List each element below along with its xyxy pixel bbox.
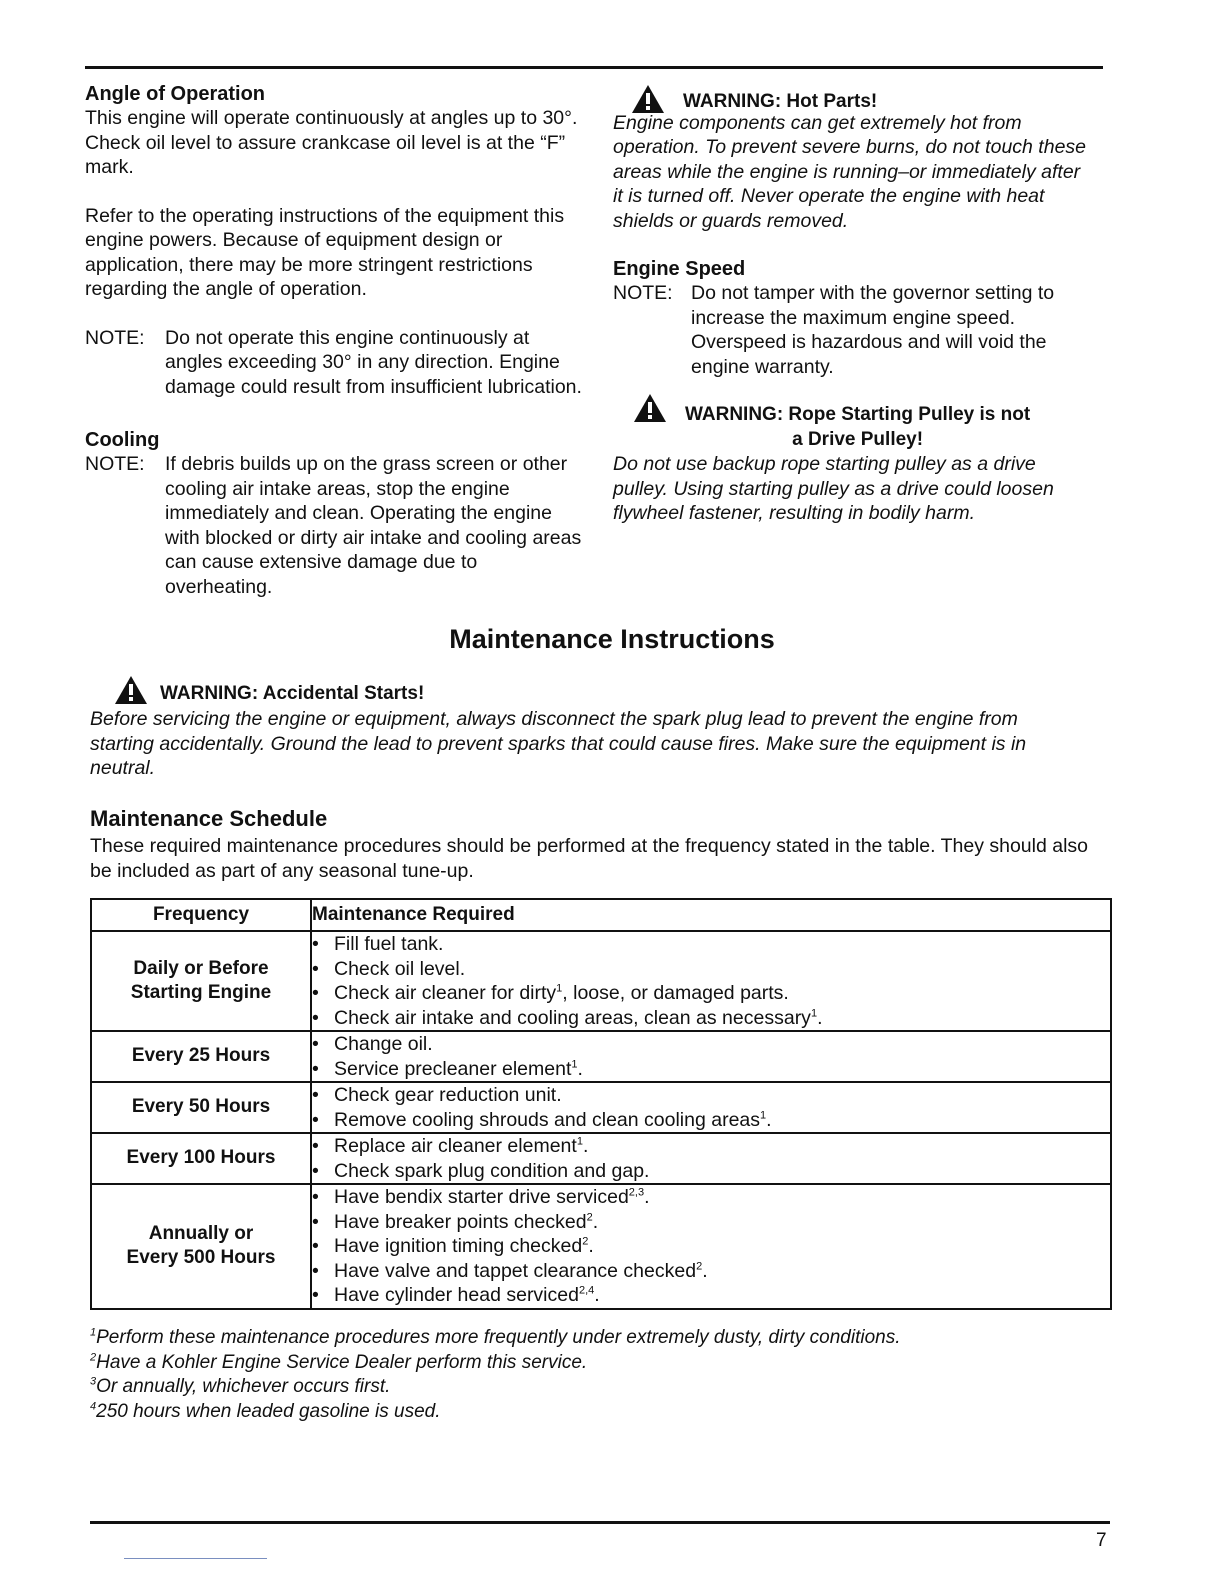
list-item-text bbox=[334, 1234, 594, 1259]
list-item-text bbox=[334, 981, 789, 1006]
bullet: • bbox=[312, 1084, 319, 1106]
frequency-cell bbox=[91, 1184, 311, 1309]
item-text: Check air cleaner for dirty bbox=[334, 982, 557, 1004]
footnote-mark: 3 bbox=[90, 1375, 97, 1388]
footnote-text: 250 hours when leaded gasoline is used. bbox=[96, 1400, 441, 1422]
item-text: Have cylinder head serviced bbox=[334, 1284, 579, 1306]
footnote-mark: 2 bbox=[90, 1351, 97, 1364]
item-text: Have bendix starter drive serviced bbox=[334, 1186, 629, 1208]
footnotes bbox=[90, 1326, 901, 1424]
list-item-text bbox=[334, 1083, 562, 1108]
page-title: Maintenance Instructions bbox=[449, 624, 775, 654]
list-item-text bbox=[334, 1185, 650, 1210]
item-text: Service precleaner element bbox=[334, 1057, 572, 1080]
footnote-text: Or annually, whichever occurs first. bbox=[96, 1376, 391, 1397]
item-text-end: , loose, or damaged parts. bbox=[562, 982, 789, 1004]
footnote-ref: 1 bbox=[760, 1109, 767, 1121]
note-text: Do not operate this engine continuously at angles exceeding 30° in any direction. Engine damage could result from insufficient lubrication. bbox=[165, 326, 582, 398]
footnote-text: Have a Kohler Engine Service Dealer perform this service. bbox=[96, 1351, 588, 1373]
frequency-cell bbox=[91, 931, 311, 1031]
list-item-text bbox=[334, 932, 443, 957]
item-text: Check oil level. bbox=[334, 957, 466, 980]
angle-note bbox=[85, 326, 585, 400]
list-item bbox=[312, 932, 1110, 957]
angle-paragraph-1: This engine will operate continuously at angles up to 30°. Check oil level to assure crankcase oil level is at the “F” mark. bbox=[85, 107, 578, 178]
list-item-text bbox=[334, 1210, 598, 1235]
frequency-label: Daily or Before bbox=[133, 957, 269, 979]
frequency-cell bbox=[91, 1031, 311, 1082]
bullet: • bbox=[312, 1135, 319, 1157]
list-item bbox=[312, 1108, 1110, 1133]
cooling-note bbox=[85, 452, 585, 599]
hot-parts-title-text: WARNING: Hot Parts! bbox=[683, 91, 878, 112]
bullet: • bbox=[312, 1259, 319, 1282]
item-text-end: . bbox=[702, 1259, 708, 1282]
bullet: • bbox=[312, 933, 319, 955]
frequency-label: Annually or bbox=[148, 1222, 254, 1244]
list-item bbox=[312, 1006, 1110, 1031]
frequency-label: Every 25 Hours bbox=[131, 1045, 271, 1067]
table-header-row bbox=[91, 899, 1111, 931]
list-item bbox=[312, 1159, 1110, 1184]
cooling-heading: Cooling bbox=[85, 429, 160, 451]
bullet: • bbox=[312, 1006, 319, 1029]
maintenance-schedule-table bbox=[90, 898, 1112, 1310]
list-item-text bbox=[334, 1057, 583, 1082]
frequency-label: Every 500 Hours bbox=[126, 1247, 276, 1269]
item-text: Fill fuel tank. bbox=[334, 933, 444, 955]
frequency-cell bbox=[91, 1082, 311, 1133]
bullet: • bbox=[312, 1284, 319, 1306]
accidental-warning-title bbox=[114, 675, 1080, 705]
bullet: • bbox=[312, 1210, 319, 1233]
bullet: • bbox=[312, 1057, 319, 1080]
list-item bbox=[312, 1083, 1110, 1108]
rope-title-line-1: WARNING: Rope Starting Pulley is not bbox=[685, 404, 1031, 425]
bullet: • bbox=[312, 982, 319, 1004]
note-text: If debris builds up on the grass screen or other cooling air intake areas, stop the engine immediately and clean. Operating the engine with blocked or dirty air intake and cooling areas can cause extensive damage due to overheating. bbox=[165, 453, 582, 598]
footnote-ref: 1 bbox=[810, 1007, 818, 1019]
list-item-text bbox=[334, 957, 465, 982]
list-item bbox=[312, 1057, 1110, 1082]
item-text: Replace air cleaner element bbox=[334, 1135, 577, 1157]
item-text-end: . bbox=[592, 1210, 599, 1233]
frequency-label: Starting Engine bbox=[130, 982, 272, 1003]
angle-paragraph-2: Refer to the operating instructions of the equipment this engine powers. Because of equipment design or application, there may be more stringent restrictions regarding the angle of operation. bbox=[85, 204, 565, 300]
maintenance-cell bbox=[311, 1133, 1111, 1184]
schedule-intro: These required maintenance procedures should be performed at the frequency stated in the table. They should also be included as part of any seasonal tune-up. bbox=[90, 835, 1089, 882]
frequency-label: Every 50 Hours bbox=[131, 1096, 271, 1118]
maintenance-cell bbox=[311, 1184, 1111, 1309]
footnote bbox=[90, 1400, 901, 1425]
note-label: NOTE: bbox=[85, 453, 145, 475]
schedule-heading: Maintenance Schedule bbox=[90, 806, 328, 831]
note-text: Do not tamper with the governor setting to increase the maximum engine speed. Overspeed is hazardous and will void the engine warranty. bbox=[691, 282, 1055, 378]
item-text-end: . bbox=[594, 1284, 600, 1306]
item-text-end: . bbox=[588, 1235, 594, 1257]
footnote-ref: 1 bbox=[571, 1058, 578, 1070]
item-text: Have ignition timing checked bbox=[334, 1235, 583, 1257]
list-item bbox=[312, 1283, 1110, 1308]
item-text-end: . bbox=[577, 1057, 583, 1080]
accidental-title-text: WARNING: Accidental Starts! bbox=[160, 683, 425, 704]
left-column bbox=[85, 82, 585, 599]
list-item bbox=[312, 1210, 1110, 1235]
right-column bbox=[613, 82, 1093, 526]
item-text-end: . bbox=[817, 1006, 823, 1029]
warning-triangle-icon bbox=[633, 393, 667, 423]
item-text: Remove cooling shrouds and clean cooling areas bbox=[334, 1108, 761, 1131]
item-text: Check air intake and cooling areas, clean as necessary bbox=[334, 1006, 811, 1029]
bullet: • bbox=[312, 1235, 319, 1257]
item-text: Change oil. bbox=[334, 1033, 433, 1055]
frequency-column-header: Frequency bbox=[91, 899, 311, 931]
hot-parts-text: Engine components can get extremely hot from operation. To prevent severe burns, do not touch these areas while the engine is running–or immediately after it is turned off. Never operate the engine with heat shields or guards removed. bbox=[613, 111, 1087, 232]
maintenance-cell bbox=[311, 1082, 1111, 1133]
accidental-text: Before servicing the engine or equipment, always disconnect the spark plug lead to prevent the engine from starting accidentally. Ground the lead to prevent sparks that could cause fires. Make sure the equipment is in neutral. bbox=[90, 708, 1027, 779]
rope-title-line-2: a Drive Pulley! bbox=[792, 428, 924, 450]
list-item bbox=[312, 1134, 1110, 1159]
table-row bbox=[91, 1031, 1111, 1082]
list-item-text bbox=[334, 1108, 772, 1133]
rope-text: Do not use backup rope starting pulley as a drive pulley. Using starting pulley as a drive could loosen flywheel fastener, resulting in bodily harm. bbox=[613, 453, 1054, 524]
maintenance-cell bbox=[311, 931, 1111, 1031]
note-label: NOTE: bbox=[613, 282, 673, 304]
bullet: • bbox=[312, 957, 319, 980]
list-item bbox=[312, 1032, 1110, 1057]
frequency-label: Every 100 Hours bbox=[126, 1147, 276, 1169]
footnote-text: Perform these maintenance procedures more frequently under extremely dusty, dirty conditions. bbox=[96, 1327, 901, 1348]
list-item-text bbox=[334, 1032, 433, 1057]
warning-triangle-icon bbox=[114, 675, 148, 705]
list-item-text bbox=[334, 1159, 649, 1184]
list-item bbox=[312, 1234, 1110, 1259]
footnote-ref: 1 bbox=[576, 1135, 583, 1148]
bullet: • bbox=[312, 1033, 319, 1055]
list-item-text bbox=[334, 1134, 588, 1159]
footnote bbox=[90, 1375, 901, 1400]
page-number: 7 bbox=[1096, 1530, 1107, 1551]
list-item bbox=[312, 981, 1110, 1006]
bullet: • bbox=[312, 1108, 319, 1131]
item-text: Have valve and tappet clearance checked bbox=[334, 1259, 697, 1282]
item-text-end: . bbox=[644, 1186, 650, 1208]
note-label: NOTE: bbox=[85, 326, 145, 349]
footnote-ref: 2 bbox=[696, 1260, 703, 1272]
list-item-text bbox=[334, 1259, 708, 1284]
table-body bbox=[91, 931, 1111, 1309]
table-row bbox=[91, 1082, 1111, 1133]
angle-heading: Angle of Operation bbox=[85, 83, 265, 105]
list-item-text bbox=[334, 1283, 600, 1308]
item-text: Have breaker points checked bbox=[334, 1210, 587, 1233]
list-item-text bbox=[334, 1006, 822, 1031]
bullet: • bbox=[312, 1159, 319, 1182]
footer-line bbox=[124, 1558, 267, 1559]
item-text-end: . bbox=[766, 1108, 772, 1131]
footnote-ref: 2,3 bbox=[628, 1186, 645, 1199]
top-rule bbox=[85, 66, 1103, 69]
engine-speed-note bbox=[613, 281, 1093, 379]
footnote bbox=[90, 1326, 901, 1351]
item-text: Check gear reduction unit. bbox=[334, 1084, 562, 1106]
rope-warning-title bbox=[633, 393, 1093, 452]
footnote-mark: 4 bbox=[90, 1400, 97, 1413]
table-row bbox=[91, 931, 1111, 1031]
accidental-starts-warning bbox=[90, 675, 1080, 781]
bottom-rule bbox=[90, 1521, 1110, 1524]
maintenance-column-header: Maintenance Required bbox=[311, 899, 1111, 931]
item-text: Check spark plug condition and gap. bbox=[334, 1159, 650, 1182]
footnote-ref: 2 bbox=[586, 1211, 593, 1223]
table-row bbox=[91, 1184, 1111, 1309]
footnote bbox=[90, 1351, 901, 1376]
list-item bbox=[312, 1259, 1110, 1284]
footnote-mark: 1 bbox=[90, 1326, 97, 1339]
rope-title-text bbox=[685, 393, 1030, 452]
item-text-end: . bbox=[582, 1135, 589, 1157]
footnote-ref: 2,4 bbox=[578, 1284, 595, 1297]
bullet: • bbox=[312, 1186, 319, 1208]
engine-speed-heading: Engine Speed bbox=[613, 258, 746, 280]
footnote-ref: 2 bbox=[582, 1235, 589, 1248]
footnote-ref: 1 bbox=[556, 982, 563, 995]
list-item bbox=[312, 957, 1110, 982]
warning-triangle-icon bbox=[631, 84, 665, 114]
list-item bbox=[312, 1185, 1110, 1210]
maintenance-cell bbox=[311, 1031, 1111, 1082]
frequency-cell bbox=[91, 1133, 311, 1184]
table-row bbox=[91, 1133, 1111, 1184]
